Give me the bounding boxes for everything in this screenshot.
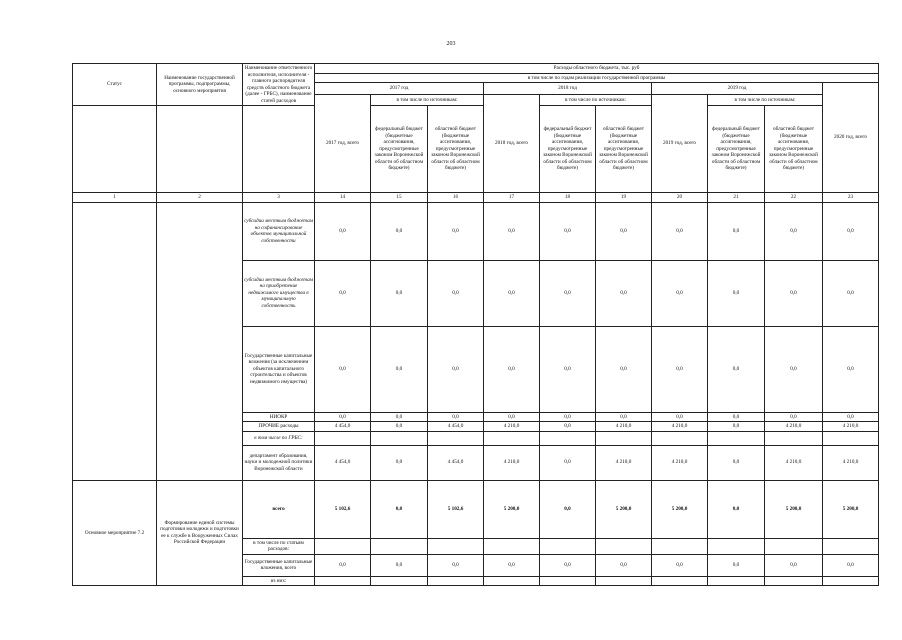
value-cell: 0,0: [823, 260, 879, 326]
value-cell: [708, 431, 765, 445]
regional-2017-header: областной бюджет (бюджетные ассигнования, предусмотренные законом Воронежской области об областном бюджете): [428, 106, 484, 193]
value-cell: 0,0: [652, 412, 708, 422]
value-cell: 0,0: [540, 445, 596, 480]
column-number: 1: [73, 193, 157, 203]
value-cell: 0,0: [765, 412, 823, 422]
value-cell: 0,0: [428, 260, 484, 326]
value-cell: 0,0: [652, 326, 708, 412]
value-cell: 0,0: [823, 326, 879, 412]
value-cell: 0,0: [708, 326, 765, 412]
total-2020-header: 2020 год, всего: [823, 83, 879, 193]
column-number: 19: [596, 193, 652, 203]
value-cell: 0,0: [708, 480, 765, 538]
value-cell: 0,0: [371, 554, 428, 576]
value-cell: 5 102,6: [315, 480, 371, 538]
row-label: субсидии местным бюджетам на приобретение недвижимого имущества в муниципальную собственность: [243, 260, 315, 326]
value-cell: [823, 538, 879, 554]
column-number: 14: [315, 193, 371, 203]
regional-2019-header: областной бюджет (бюджетные ассигнования, предусмотренные законом Воронежской области об областном бюджете): [765, 106, 823, 193]
total-2018-header: 2018 год, всего: [484, 94, 540, 193]
federal-2019-header: федеральный бюджет (бюджетные ассигнования, предусмотренные законом Воронежской области об областном бюджете): [708, 106, 765, 193]
value-cell: 0,0: [428, 202, 484, 260]
year-2018-header: 2018 год: [484, 83, 652, 95]
value-cell: 4 210,0: [484, 422, 540, 432]
value-cell: 0,0: [484, 260, 540, 326]
federal-2018-header: федеральный бюджет (бюджетные ассигнования, предусмотренные законом Воронежской области об областном бюджете): [540, 106, 596, 193]
total-label: всего: [243, 480, 315, 538]
column-number: 3: [243, 193, 315, 203]
value-cell: 0,0: [596, 326, 652, 412]
value-cell: [765, 576, 823, 586]
value-cell: [765, 538, 823, 554]
column-number: 2: [157, 193, 243, 203]
value-cell: [596, 538, 652, 554]
value-cell: 0,0: [540, 422, 596, 432]
value-cell: 4 210,0: [484, 445, 540, 480]
value-cell: 5 200,0: [596, 480, 652, 538]
value-cell: 0,0: [484, 326, 540, 412]
value-cell: 0,0: [652, 554, 708, 576]
value-cell: [315, 431, 371, 445]
value-cell: 4 210,0: [652, 445, 708, 480]
year-2019-header: 2019 год: [652, 83, 823, 95]
value-cell: 0,0: [708, 202, 765, 260]
value-cell: [484, 538, 540, 554]
value-cell: 4 210,0: [823, 445, 879, 480]
column-number: 17: [484, 193, 540, 203]
total-2017-header: 2017 год, всего: [315, 94, 371, 193]
value-cell: 0,0: [315, 326, 371, 412]
value-cell: 4 454,0: [315, 422, 371, 432]
value-cell: [371, 431, 428, 445]
value-cell: 0,0: [596, 412, 652, 422]
value-cell: 0,0: [428, 326, 484, 412]
column-number: 21: [708, 193, 765, 203]
value-cell: 0,0: [371, 260, 428, 326]
value-cell: 0,0: [540, 480, 596, 538]
measure-status: Основное мероприятие 7.2: [73, 480, 157, 586]
value-cell: 0,0: [823, 202, 879, 260]
value-cell: 5 200,0: [484, 480, 540, 538]
value-cell: 0,0: [823, 554, 879, 576]
sources-2019-header: в том числе по источникам:: [708, 94, 823, 106]
value-cell: [540, 576, 596, 586]
value-cell: 4 210,0: [823, 422, 879, 432]
value-cell: [428, 431, 484, 445]
value-cell: [315, 538, 371, 554]
value-cell: 0,0: [708, 554, 765, 576]
executor-header: Наименование ответственного исполнителя, исполнителя - главного распорядителя средств областного бюджета (далее - ГРБС), наименование статей расходов: [243, 64, 315, 106]
value-cell: 0,0: [371, 445, 428, 480]
table-row: [73, 202, 879, 260]
value-cell: 0,0: [484, 202, 540, 260]
row-label: из них:: [243, 576, 315, 586]
value-cell: 0,0: [540, 326, 596, 412]
row-label: департамент образования, науки и молодежной политики Воронежской области: [243, 445, 315, 480]
value-cell: 5 200,0: [765, 480, 823, 538]
value-cell: 0,0: [315, 202, 371, 260]
value-cell: 5 102,6: [428, 480, 484, 538]
value-cell: 0,0: [652, 260, 708, 326]
budget-table: [72, 63, 879, 586]
value-cell: 0,0: [371, 202, 428, 260]
value-cell: [484, 576, 540, 586]
column-number: 20: [652, 193, 708, 203]
executor-header-cont: [243, 106, 315, 193]
value-cell: 4 454,0: [428, 422, 484, 432]
value-cell: 4 210,0: [652, 422, 708, 432]
value-cell: 0,0: [708, 445, 765, 480]
value-cell: [652, 576, 708, 586]
column-number: 22: [765, 193, 823, 203]
program-name-cell: [157, 202, 243, 480]
value-cell: 0,0: [484, 412, 540, 422]
column-number: 18: [540, 193, 596, 203]
value-cell: 0,0: [315, 260, 371, 326]
row-label: НИОКР: [243, 412, 315, 422]
value-cell: 0,0: [596, 554, 652, 576]
value-cell: [315, 576, 371, 586]
value-cell: 0,0: [540, 554, 596, 576]
value-cell: 0,0: [315, 554, 371, 576]
value-cell: [428, 538, 484, 554]
value-cell: 0,0: [371, 422, 428, 432]
column-number: 23: [823, 193, 879, 203]
value-cell: 0,0: [708, 412, 765, 422]
value-cell: 0,0: [765, 260, 823, 326]
value-cell: [371, 576, 428, 586]
federal-2017-header: федеральный бюджет (бюджетные ассигнования, предусмотренные законом Воронежской области об областном бюджете): [371, 106, 428, 193]
value-cell: 5 200,0: [823, 480, 879, 538]
table-row: [73, 480, 879, 538]
value-cell: 4 210,0: [596, 422, 652, 432]
regional-2018-header: областной бюджет (бюджетные ассигнования, предусмотренные законом Воронежской области об областном бюджете): [596, 106, 652, 193]
value-cell: 0,0: [540, 412, 596, 422]
value-cell: 0,0: [596, 202, 652, 260]
value-cell: 0,0: [428, 412, 484, 422]
total-2019-header: 2019 год, всего: [652, 94, 708, 193]
value-cell: 0,0: [371, 412, 428, 422]
program-name-header-cont: [157, 106, 243, 193]
row-label: в том числе по ГРБС:: [243, 431, 315, 445]
measure-name: Формирование единой системы подготовки молодежи и подготовки ее к службе в Вооруженных Силах Российской Федерации: [157, 480, 243, 586]
value-cell: [596, 576, 652, 586]
row-label: субсидии местным бюджетам на софинансирование объектов муниципальной собственности: [243, 202, 315, 260]
value-cell: [371, 538, 428, 554]
row-label: Государственные капитальные вложения (за исключением объектов капитального строительства и объектов недвижимого имущества): [243, 326, 315, 412]
row-label: ПРОЧИЕ расходы: [243, 422, 315, 432]
status-header: Статус: [73, 64, 157, 106]
value-cell: 4 454,0: [315, 445, 371, 480]
value-cell: 0,0: [708, 422, 765, 432]
value-cell: 0,0: [765, 554, 823, 576]
value-cell: [596, 431, 652, 445]
value-cell: [652, 431, 708, 445]
value-cell: 0,0: [596, 260, 652, 326]
sources-2018-header: в том числе по источникам:: [540, 94, 652, 106]
value-cell: 4 210,0: [765, 445, 823, 480]
value-cell: [540, 538, 596, 554]
value-cell: 0,0: [765, 326, 823, 412]
value-cell: [428, 576, 484, 586]
value-cell: 4 210,0: [596, 445, 652, 480]
column-number: 15: [371, 193, 428, 203]
sources-2017-header: в том числе по источникам:: [371, 94, 484, 106]
value-cell: 4 210,0: [765, 422, 823, 432]
value-cell: 0,0: [484, 554, 540, 576]
value-cell: 0,0: [540, 260, 596, 326]
program-name-header: Наименование государственной программы, подпрограммы, основного мероприятия: [157, 64, 243, 106]
row-label: Государственные капитальные вложения, всего: [243, 554, 315, 576]
column-numbers-row: [73, 193, 879, 203]
value-cell: 0,0: [371, 326, 428, 412]
value-cell: [484, 431, 540, 445]
status-header-cont: [73, 106, 157, 193]
page-number: 203: [446, 41, 456, 47]
value-cell: [823, 576, 879, 586]
value-cell: 0,0: [371, 480, 428, 538]
budget-expenses-header: Расходы областного бюджета, тыс. руб: [315, 64, 879, 74]
value-cell: 0,0: [823, 412, 879, 422]
value-cell: 0,0: [652, 202, 708, 260]
by-years-header: в том числе по годам реализации государственной программы: [315, 73, 879, 83]
status-cell: [73, 202, 157, 480]
value-cell: 5 200,0: [652, 480, 708, 538]
value-cell: [765, 431, 823, 445]
value-cell: 0,0: [708, 260, 765, 326]
value-cell: 0,0: [540, 202, 596, 260]
value-cell: [652, 538, 708, 554]
value-cell: [708, 538, 765, 554]
row-label: в том числе по статьям расходов:: [243, 538, 315, 554]
year-2017-header: 2017 год: [315, 83, 484, 95]
value-cell: 0,0: [315, 412, 371, 422]
column-number: 16: [428, 193, 484, 203]
value-cell: [823, 431, 879, 445]
value-cell: 0,0: [428, 554, 484, 576]
value-cell: [540, 431, 596, 445]
value-cell: [708, 576, 765, 586]
value-cell: 4 454,0: [428, 445, 484, 480]
value-cell: 0,0: [765, 202, 823, 260]
